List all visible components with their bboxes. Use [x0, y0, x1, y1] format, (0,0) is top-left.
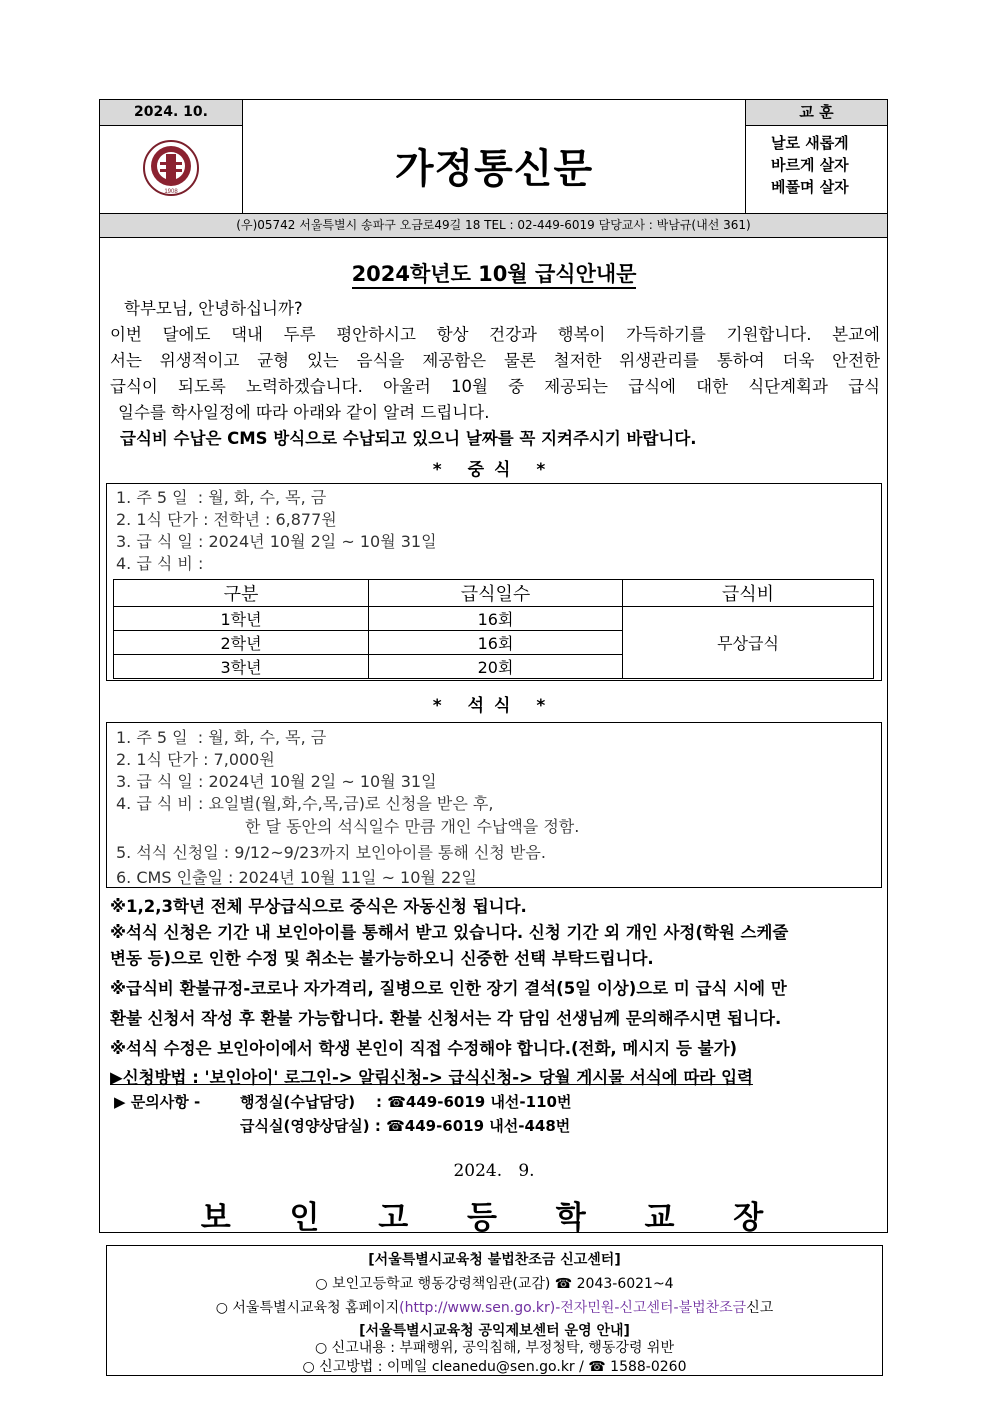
divider [100, 237, 887, 238]
note-line: ※석식 수정은 보인아이에서 학생 본인이 직접 수정해야 합니다.(전화, 메시지 등 불가) [110, 1039, 738, 1058]
motto-line: 베풀며 살자 [771, 178, 849, 196]
emblem-year: 1908 [164, 189, 178, 195]
cms-notice: 급식비 수납은 CMS 방식으로 수납되고 있으니 날짜를 꼭 지켜주시기 바랍니다. [120, 429, 697, 448]
grade-cell: 3학년 [114, 655, 369, 679]
note-line: ※1,2,3학년 전체 무상급식으로 중식은 자동신청 됩니다. [110, 897, 527, 916]
lunch-item: 3. 급 식 일 : 2024년 10월 2일 ~ 10월 31일 [116, 532, 437, 551]
days-cell: 20회 [369, 655, 623, 679]
sign-date: 2024. 9. [453, 1161, 535, 1181]
grade-cell: 2학년 [114, 631, 369, 655]
dinner-item: 3. 급 식 일 : 2024년 10월 2일 ~ 10월 31일 [116, 772, 437, 791]
intro-line: 이번 달에도 댁내 두루 평안하시고 항상 건강과 행복이 가득하기를 기원합니다. 본교에 [110, 325, 880, 344]
page-title: 가정통신문 [394, 146, 594, 192]
table-row [114, 607, 874, 631]
footer-line: ○ 서울특별시교육청 홈페이지(http://www.sen.go.kr)-전자민원-신고센터-불법찬조금신고 [215, 1300, 774, 1316]
intro-line: 일수를 학사일정에 따라 아래와 같이 알려 드립니다. [118, 403, 490, 422]
note-line: ※석식 신청은 기간 내 보인아이를 통해서 받고 있습니다. 신청 기간 외 개인 사정(학원 스케줄 [110, 923, 789, 942]
note-line: 변동 등)으로 인한 수정 및 취소는 불가능하오니 신중한 선택 부탁드립니다. [110, 949, 654, 968]
footer-line: ○ 신고방법 : 이메일 cleanedu@sen.go.kr / ☎ 1588-0260 [302, 1359, 687, 1375]
footer-heading: [서울특별시교육청 공익제보센터 운영 안내] [359, 1323, 630, 1339]
days-cell: 16회 [369, 631, 623, 655]
greeting: 학부모님, 안녕하십니까? [124, 299, 303, 318]
footer-link[interactable]: (http://www.sen.go.kr)-전자민원-신고센터-불법찬조금 [399, 1300, 747, 1316]
motto-line: 바르게 살자 [771, 156, 849, 174]
intro-line: 급식이 되도록 노력하겠습니다. 아울러 10월 중 제공되는 급식에 대한 식단계획과 급식 [110, 377, 880, 396]
apply-method: ▶신청방법 : '보인아이' 로그인-> 알림신청-> 급식신청-> 당월 게시물 서식에 따라 입력 [110, 1068, 753, 1087]
table-header: 급식일수 [369, 580, 623, 607]
dinner-item: 1. 주 5 일 : 월, 화, 수, 목, 금 [116, 728, 327, 747]
footer-heading: [서울특별시교육청 불법찬조금 신고센터] [368, 1252, 621, 1268]
motto-line: 날로 새롭게 [771, 134, 849, 152]
dinner-item: 2. 1식 단가 : 7,000원 [116, 750, 275, 769]
grade-cell: 1학년 [114, 607, 369, 631]
divider [100, 125, 242, 126]
contact-line: 급식실(영양상담실) : ☎449-6019 내선-448번 [240, 1117, 571, 1135]
document-title: 2024학년도 10월 급식안내문 [100, 258, 888, 288]
table-header: 급식비 [623, 580, 874, 607]
dinner-item: 4. 급 식 비 : 요일별(월,화,수,목,금)로 신청을 받은 후, [116, 794, 494, 813]
contact-label: ▶ 문의사항 - [114, 1093, 201, 1111]
school-address: (우)05742 서울특별시 송파구 오금로49길 18 TEL : 02-449-6019 담당교사 : 박남규(내선 361) [100, 214, 887, 237]
fee-cell: 무상급식 [623, 607, 874, 679]
intro-line: 서는 위생적이고 균형 있는 음식을 제공함은 물론 철저한 위생관리를 통하여 더욱 안전한 [110, 351, 880, 370]
divider [746, 125, 887, 126]
dinner-heading: * 석식 * [432, 696, 556, 716]
dinner-item: 6. CMS 인출일 : 2024년 10월 11일 ~ 10월 22일 [116, 868, 477, 887]
school-emblem-icon [143, 140, 199, 196]
lunch-table [113, 579, 874, 679]
note-line: ※급식비 환불규정-코로나 자가격리, 질병으로 인한 장기 결석(5일 이상)으로 미 급식 시에 만 [110, 979, 787, 998]
table-header: 구분 [114, 580, 369, 607]
lunch-heading: * 중식 * [432, 460, 556, 480]
dinner-item: 5. 석식 신청일 : 9/12~9/23까지 보인아이를 통해 신청 받음. [116, 843, 546, 862]
days-cell: 16회 [369, 607, 623, 631]
issue-date: 2024. 10. [100, 100, 242, 125]
table-header-row [114, 580, 874, 607]
principal-sign: 보 인 고 등 학 교 장 [200, 1200, 788, 1236]
motto-list [746, 132, 887, 198]
footer-line: ○ 보인고등학교 행동강령책임관(교감) ☎ 2043-6021~4 [315, 1276, 674, 1292]
contact-line: 행정실(수납담당) : ☎449-6019 내선-110번 [240, 1093, 572, 1111]
lunch-item: 1. 주 5 일 : 월, 화, 수, 목, 금 [116, 488, 327, 507]
motto-title: 교 훈 [746, 100, 887, 125]
note-line: 환불 신청서 작성 후 환불 가능합니다. 환불 신청서는 각 담임 선생님께 문의해주시면 됩니다. [110, 1009, 782, 1028]
footer-line: ○ 신고내용 : 부패행위, 공익침해, 부정청탁, 행동강령 위반 [315, 1340, 674, 1356]
lunch-item: 2. 1식 단가 : 전학년 : 6,877원 [116, 510, 337, 529]
lunch-item: 4. 급 식 비 : [116, 554, 204, 573]
dinner-item: 한 달 동안의 석식일수 만큼 개인 수납액을 정함. [245, 817, 580, 836]
